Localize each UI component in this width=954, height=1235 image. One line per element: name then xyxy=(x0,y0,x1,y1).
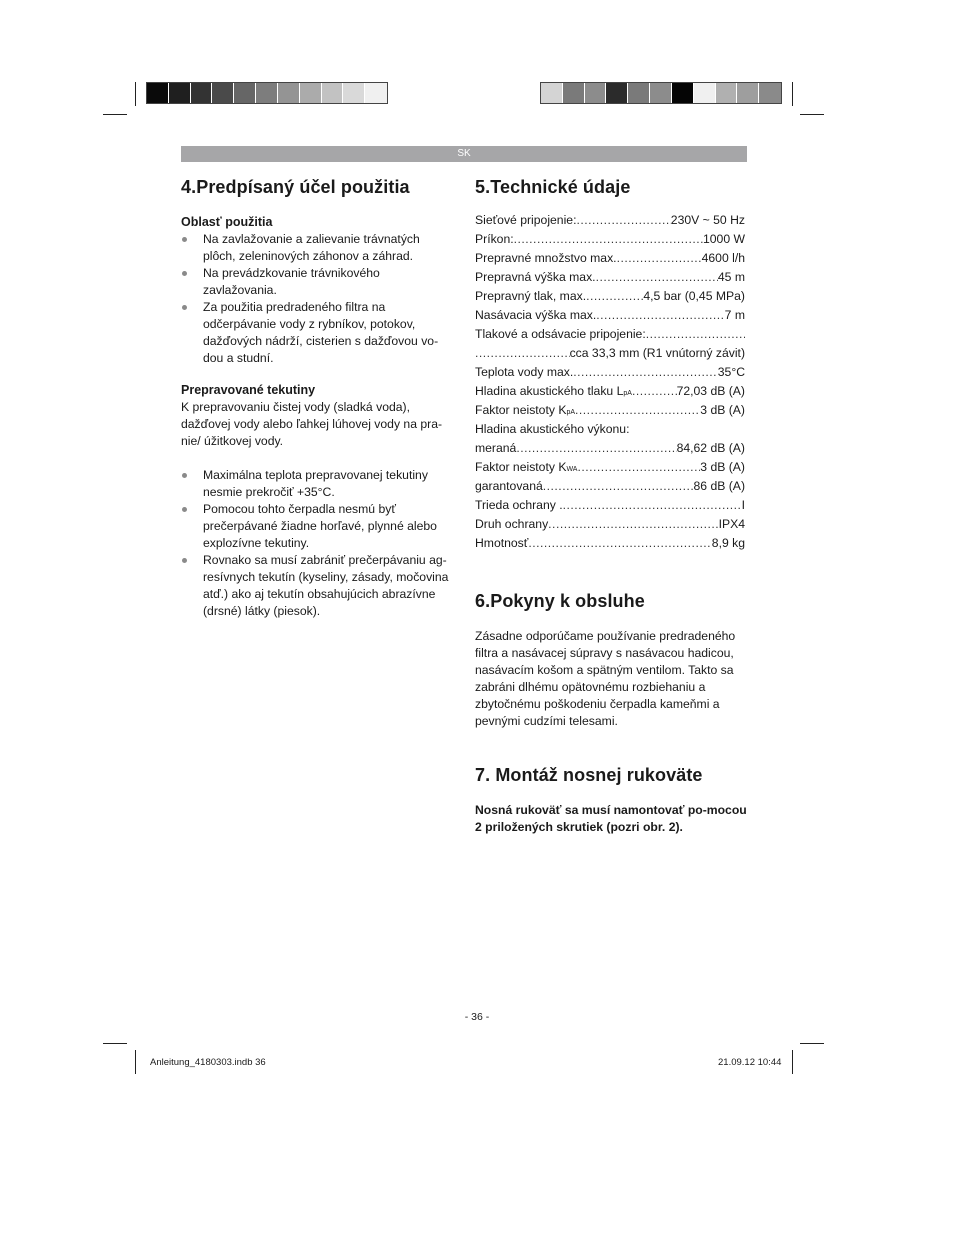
spec-value: 1000 W xyxy=(702,232,745,246)
spec-value: 35°C xyxy=(717,365,745,379)
color-swatch xyxy=(628,83,650,103)
list-item: Pomocou tohto čerpadla nesmú byť prečerpávané žiadne horľavé, plynné alebo explozívne tekutiny. xyxy=(181,501,453,552)
spec-label: Prepravný tlak, max. xyxy=(475,289,587,303)
color-swatch xyxy=(278,83,300,103)
color-swatch xyxy=(212,83,234,103)
fluids-list xyxy=(181,467,453,620)
spec-row xyxy=(475,270,745,289)
dot-leader xyxy=(475,346,570,360)
dot-leader xyxy=(577,460,700,474)
crop-mark xyxy=(135,1050,136,1074)
dot-leader xyxy=(548,517,718,531)
spec-label: Trieda ochrany . xyxy=(475,498,563,512)
color-swatch xyxy=(191,83,213,103)
spec-row xyxy=(475,479,745,498)
section-heading-5: 5.Technické údaje xyxy=(475,177,631,197)
crop-mark xyxy=(800,114,824,115)
spec-row xyxy=(475,384,745,403)
dot-leader xyxy=(543,479,694,493)
spec-row xyxy=(475,517,745,536)
spec-value: 3 dB (A) xyxy=(700,460,745,474)
fluids-paragraph: K prepravovaniu čistej vody (sladká voda), dažďovej vody alebo ľahkej lúhovej vody na pra-nie/ úžitkovej vody. xyxy=(181,400,443,448)
spec-value: I xyxy=(741,498,745,512)
color-swatch xyxy=(606,83,628,103)
list-item: Na zavlažovanie a zalievanie trávnatých plôch, zeleninových záhonov a záhrad. xyxy=(181,231,453,265)
color-swatch xyxy=(234,83,256,103)
spec-row xyxy=(475,460,745,479)
spec-label: garantovaná xyxy=(475,479,543,493)
page-number: - 36 - xyxy=(464,1011,490,1023)
spec-label: Prepravné množstvo max. xyxy=(475,251,617,265)
spec-value: IPX4 xyxy=(718,517,745,531)
spec-row xyxy=(475,327,745,346)
spec-row xyxy=(475,251,745,270)
color-swatch xyxy=(147,83,169,103)
spec-label-subscript: pA xyxy=(566,409,576,416)
spec-label: Nasávacia výška max. xyxy=(475,308,597,322)
color-swatch xyxy=(300,83,322,103)
dot-leader xyxy=(516,441,676,455)
dot-leader xyxy=(646,327,745,341)
dot-leader xyxy=(573,365,718,379)
spec-table xyxy=(475,213,745,555)
subheading-oblast: Oblasť použitia xyxy=(181,215,273,229)
dot-leader xyxy=(586,289,643,303)
spec-row xyxy=(475,422,745,441)
spec-value: 230V ~ 50 Hz xyxy=(670,213,745,227)
file-name: Anleitung_4180303.indb 36 xyxy=(150,1057,266,1068)
color-swatch xyxy=(650,83,672,103)
dot-leader xyxy=(617,251,702,265)
spec-value: 84,62 dB (A) xyxy=(676,441,745,455)
spec-row xyxy=(475,346,745,365)
crop-mark xyxy=(103,1043,127,1044)
list-item: Na prevádzkovanie trávnikového zavlažovania. xyxy=(181,265,453,299)
spec-label: Faktor neistoty K xyxy=(475,460,567,474)
list-item: Rovnako sa musí zabrániť prečerpávaniu ag-resívnych tekutín (kyseliny, zásady, močovina atď.) ako aj tekutín obsahujúcich abrazívne (drsné) látky (piesok). xyxy=(181,552,453,620)
spec-row xyxy=(475,498,745,517)
spec-row xyxy=(475,403,745,422)
spec-value: 3 dB (A) xyxy=(700,403,745,417)
spec-label-subscript: pA xyxy=(623,390,632,397)
spec-label: Druh ochrany xyxy=(475,517,549,531)
spec-label: Príkon: xyxy=(475,232,514,246)
spec-label: Tlakové a odsávacie pripojenie: xyxy=(475,327,646,341)
spec-value: 45 m xyxy=(717,270,745,284)
color-swatch xyxy=(541,83,563,103)
operation-paragraph: Zásadne odporúčame používanie predradeného filtra a nasávacej súpravy s nasávacou hadicou, nasávacím košom a spätným ventilom. Takto sa zabráni dlhému opätovnému rozbiehaniu a zbytočnému poškodeniu čerpadla kameňmi a pevnými cudzími telesami. xyxy=(475,629,736,728)
list-item: Maximálna teplota prepravovanej tekutiny nesmie prekročiť +35°C. xyxy=(181,467,453,501)
section-heading-6: 6.Pokyny k obsluhe xyxy=(475,591,645,611)
color-swatch xyxy=(169,83,191,103)
dot-leader xyxy=(575,403,700,417)
spec-value: 4,5 bar (0,45 MPa) xyxy=(643,289,745,303)
crop-mark xyxy=(800,1043,824,1044)
color-swatch xyxy=(365,83,387,103)
spec-value: 86 dB (A) xyxy=(693,479,745,493)
color-swatch xyxy=(343,83,365,103)
color-swatch xyxy=(563,83,585,103)
spec-label-subscript: WA xyxy=(566,466,578,473)
color-swatch xyxy=(256,83,278,103)
color-swatch xyxy=(759,83,781,103)
color-swatch xyxy=(716,83,738,103)
crop-mark xyxy=(103,114,127,115)
spec-label: meraná xyxy=(475,441,517,455)
color-calibration-bar-left xyxy=(146,82,388,104)
crop-mark xyxy=(792,1050,793,1074)
section-heading-7: 7. Montáž nosnej rukoväte xyxy=(475,765,703,785)
color-calibration-bar-right xyxy=(540,82,782,104)
subheading-tekutiny: Prepravované tekutiny xyxy=(181,383,316,397)
spec-value: 7 m xyxy=(724,308,745,322)
spec-label: Hladina akustického tlaku L xyxy=(475,384,624,398)
language-band: SK xyxy=(181,146,747,162)
color-swatch xyxy=(585,83,607,103)
dot-leader xyxy=(576,213,670,227)
spec-label: Hmotnosť xyxy=(475,536,529,550)
color-swatch xyxy=(322,83,344,103)
list-item: Za použitia predradeného filtra na odčerpávanie vody z rybníkov, potokov, dažďových nádrží, cisterien s dažďovou vo-dou a studní. xyxy=(181,299,453,367)
color-swatch xyxy=(694,83,716,103)
spec-row xyxy=(475,365,745,384)
crop-mark xyxy=(792,82,793,106)
dot-leader xyxy=(596,308,724,322)
dot-leader xyxy=(514,232,703,246)
spec-label: Faktor neistoty K xyxy=(475,403,567,417)
spec-label: Prepravná výška max. xyxy=(475,270,596,284)
spec-value: cca 33,3 mm (R1 vnútorný závit) xyxy=(569,346,745,360)
dot-leader xyxy=(528,536,711,550)
spec-value: 4600 l/h xyxy=(701,251,745,265)
usage-list xyxy=(181,231,453,367)
spec-row xyxy=(475,308,745,327)
spec-row xyxy=(475,213,745,232)
spec-value: 72,03 dB (A) xyxy=(676,384,745,398)
spec-row xyxy=(475,536,745,555)
spec-row xyxy=(475,232,745,251)
dot-leader xyxy=(632,384,677,398)
color-swatch xyxy=(737,83,759,103)
section-heading-4: 4.Predpísaný účel použitia xyxy=(181,177,410,197)
spec-label: Hladina akustického výkonu: xyxy=(475,422,630,436)
dot-leader xyxy=(596,270,718,284)
handle-assembly-paragraph: Nosná rukoväť sa musí namontovať po-mocou 2 priložených skrutiek (pozri obr. 2). xyxy=(475,803,747,834)
spec-value: 8,9 kg xyxy=(711,536,745,550)
spec-row xyxy=(475,289,745,308)
print-timestamp: 21.09.12 10:44 xyxy=(718,1057,782,1068)
spec-label: Teplota vody max. xyxy=(475,365,574,379)
crop-mark xyxy=(135,82,136,106)
color-swatch xyxy=(672,83,694,103)
spec-row xyxy=(475,441,745,460)
spec-label: Sieťové pripojenie: xyxy=(475,213,577,227)
dot-leader xyxy=(563,498,742,512)
